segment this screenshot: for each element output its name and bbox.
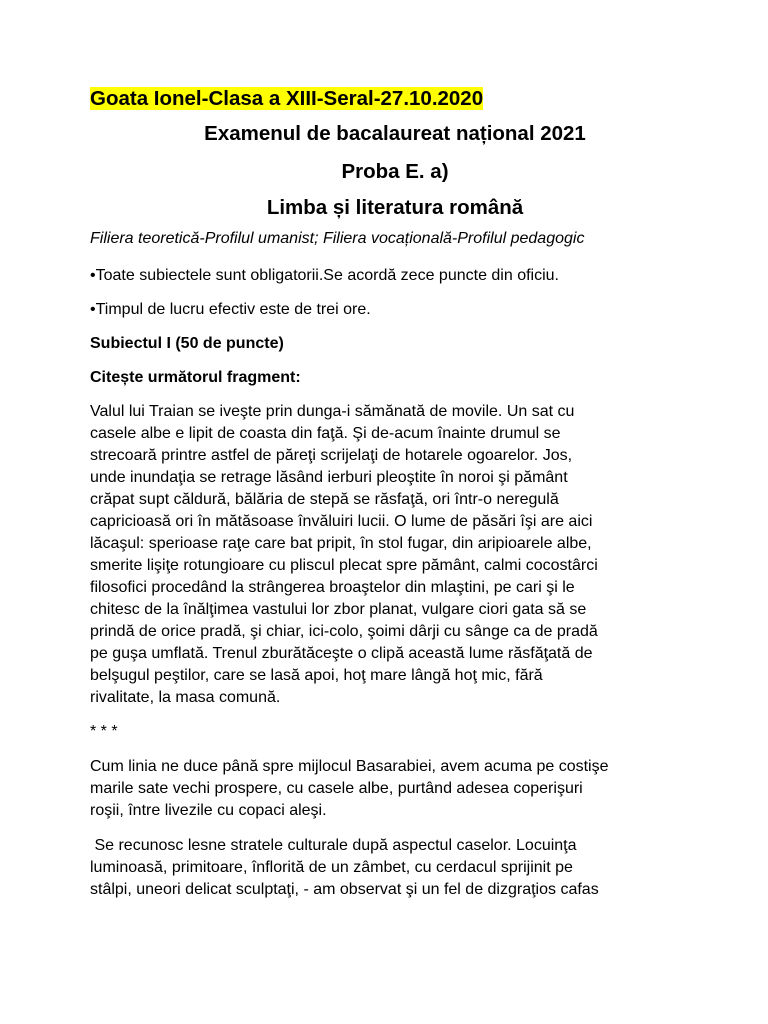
text-line: lăcaşul: sperioase raţe care bat pripit, în stol fugar, din aripioarele albe, — [90, 535, 592, 552]
text-line: Valul lui Traian se iveşte prin dunga-i sămănată de movile. Un sat cu — [90, 403, 575, 420]
text-line: Cum linia ne duce până spre mijlocul Basarabiei, avem acuma pe costişe — [90, 758, 609, 775]
text-line: rivalitate, la masa comună. — [90, 689, 281, 706]
text-line: roşii, între livezile cu copaci aleşi. — [90, 802, 327, 819]
text-line: marile sate vechi prospere, cu casele albe, purtând adesea coperişuri — [90, 780, 583, 797]
text-line: unde inundaţia se retrage lăsând ierburi pleoştite în noroi şi pământ — [90, 469, 568, 486]
header-date: -27.10.2020 — [373, 87, 484, 110]
proba-title: Proba E. a) — [341, 160, 449, 183]
text-line: casele albe e lipit de coasta din faţă. Şi de-acum înainte drumul se — [90, 425, 561, 442]
rule-mandatory: •Toate subiectele sunt obligatorii.Se acordă zece puncte din oficiu. — [90, 267, 559, 284]
fragment-paragraph-2 — [90, 756, 700, 822]
author-header — [90, 84, 700, 114]
text-line: Se recunosc lesne stratele culturale după aspectul caselor. Locuinţa — [90, 837, 577, 854]
filiera-line: Filiera teoretică-Profilul umanist; Filiera vocațională-Profilul pedagogic — [90, 230, 585, 247]
text-line: stâlpi, uneori delicat sculptaţi, - am observat şi un fel de dizgraţios cafas — [90, 881, 599, 898]
text-line: belşugul peştilor, care se lasă apoi, hoţ mare lângă hoţ mic, fără — [90, 667, 543, 684]
document-page — [90, 84, 700, 901]
fragment-paragraph-1 — [90, 401, 700, 709]
text-line: chitesc de la înălţimea vastului lor zbor planat, vulgare ciori gata să se — [90, 601, 587, 618]
rule-time: •Timpul de lucru efectiv este de trei ore. — [90, 301, 371, 318]
text-line: pe guşa umflată. Trenul zburătăceşte o clipă această lume răsfăţată de — [90, 645, 593, 662]
text-line: strecoară printre astfel de păreţi scrijelaţi de hotarele ogoarelor. Jos, — [90, 447, 573, 464]
text-line: luminoasă, primitoare, înflorită de un zâmbet, cu cerdacul sprijinit pe — [90, 859, 573, 876]
text-line: capricioasă ori în mătăsoase învăluiri lucii. O lume de păsări îşi are aici — [90, 513, 593, 530]
text-line: smerite lişiţe rotungioare cu pliscul plecat spre pământ, calmi cocostârci — [90, 557, 598, 574]
subject-title: Limba și literatura română — [266, 196, 524, 219]
text-line: crăpat supt căldură, bălăria de stepă se răsfaţă, ori într-o neregulă — [90, 491, 559, 508]
text-line: prindă de orice pradă, şi chiar, ici-colo, şoimi dârji cu sânge ca de pradă — [90, 623, 598, 640]
read-fragment-heading: Citește următorul fragment: — [90, 369, 301, 386]
text-line: filosofici procedând la strângerea broaştelor din mlaştini, pe cari şi le — [90, 579, 575, 596]
highlighted-author-class: Goata Ionel-Clasa a XIII-Seral — [90, 87, 374, 110]
fragment-paragraph-3 — [90, 835, 700, 901]
subject-heading: Subiectul I (50 de puncte) — [90, 335, 284, 352]
exam-title: Examenul de bacalaureat național 2021 — [204, 122, 586, 145]
section-separator: * * * — [90, 723, 118, 740]
